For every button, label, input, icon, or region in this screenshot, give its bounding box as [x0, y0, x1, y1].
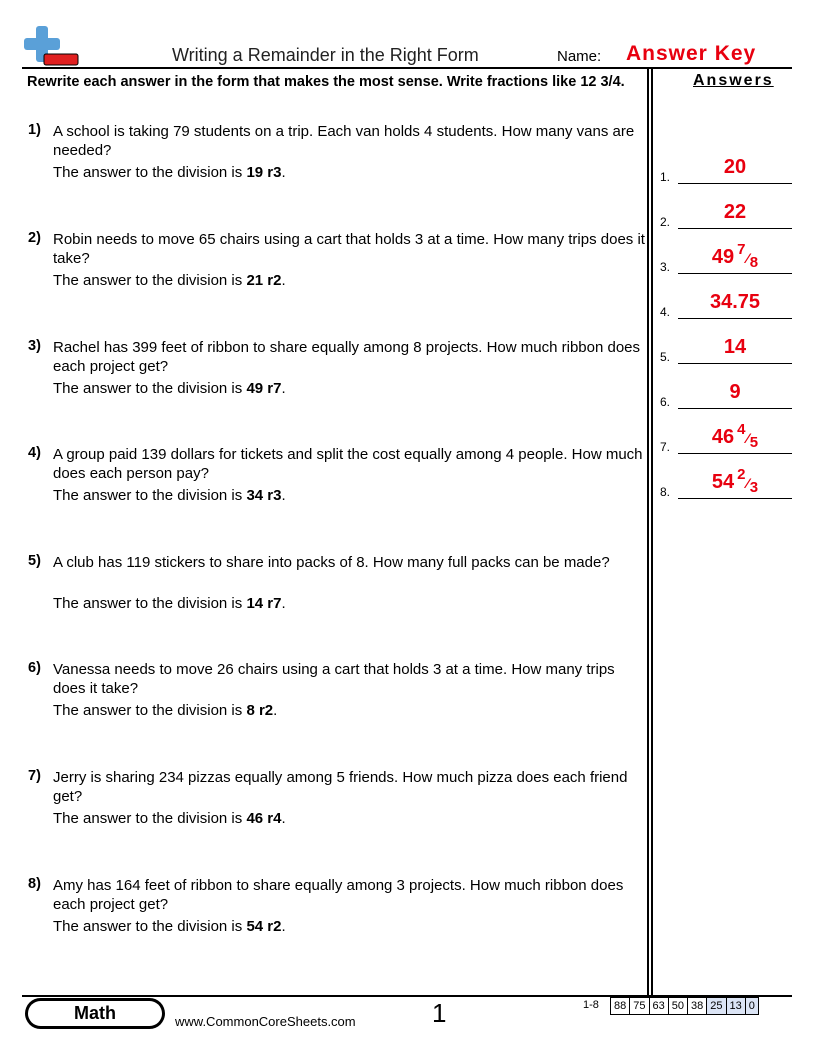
score-cell: 88 — [611, 998, 630, 1015]
answer-line — [678, 183, 792, 184]
answer-row — [660, 379, 792, 409]
division-prefix: The answer to the division is — [53, 380, 247, 397]
answer-column-divider — [647, 68, 653, 996]
page-number: 1 — [432, 998, 447, 1028]
answer-denominator: 8 — [749, 254, 759, 271]
answer-number: 3. — [660, 260, 671, 274]
answer-whole: 20 — [723, 156, 747, 178]
score-range-label: 1-8 — [583, 999, 599, 1011]
answer-row — [660, 421, 792, 454]
division-value: 54 r2 — [246, 918, 282, 935]
answer-number: 7. — [660, 440, 671, 454]
division-prefix: The answer to the division is — [53, 487, 247, 504]
answer-row — [660, 289, 792, 319]
answer-value — [678, 466, 792, 496]
answer-value — [678, 421, 792, 451]
answer-fraction-slash: ⁄ — [746, 475, 749, 491]
answer-whole: 34.75 — [709, 291, 761, 313]
problem-text: Amy has 164 feet of ribbon to share equally among 3 projects. How much ribbon does each project get? — [53, 877, 624, 913]
answer-number: 1. — [660, 170, 671, 184]
division-result — [53, 380, 286, 397]
problem-number: 5) — [28, 553, 41, 569]
problem-number: 7) — [28, 768, 41, 784]
division-suffix: . — [281, 272, 286, 289]
name-label: Name: — [557, 48, 602, 65]
answer-line — [678, 408, 792, 409]
worksheet-title: Writing a Remainder in the Right Form — [172, 45, 479, 65]
answer-whole: 46 — [711, 426, 735, 448]
division-prefix: The answer to the division is — [53, 702, 247, 719]
division-prefix: The answer to the division is — [53, 272, 247, 289]
problem-number: 6) — [28, 660, 41, 676]
score-cell: 38 — [688, 998, 707, 1015]
website-link[interactable]: www.CommonCoreSheets.com — [175, 1014, 356, 1029]
answer-fraction-slash: ⁄ — [746, 250, 749, 266]
division-prefix: The answer to the division is — [53, 810, 247, 827]
answer-number: 5. — [660, 350, 671, 364]
problem-text: Jerry is sharing 234 pizzas equally among 5 friends. How much pizza does each friend get? — [53, 769, 628, 805]
problem-text: Rachel has 399 feet of ribbon to share equally among 8 projects. How much ribbon does each project get? — [53, 339, 641, 375]
answer-value — [678, 381, 792, 404]
division-prefix: The answer to the division is — [53, 164, 247, 181]
problem-text: Vanessa needs to move 26 chairs using a cart that holds 3 at a time. How many trips does it take? — [53, 661, 615, 697]
division-result — [53, 810, 286, 827]
problem-text: Robin needs to move 65 chairs using a cart that holds 3 at a time. How many trips does it take? — [53, 231, 645, 267]
answer-denominator: 3 — [749, 479, 759, 496]
score-cell: 50 — [668, 998, 687, 1015]
score-cell: 75 — [630, 998, 649, 1015]
answer-line — [678, 453, 792, 454]
division-result — [53, 164, 286, 181]
division-result — [53, 595, 286, 612]
answer-line — [678, 498, 792, 499]
division-value: 46 r4 — [246, 810, 282, 827]
answer-number: 2. — [660, 215, 671, 229]
answer-numerator: 4 — [737, 421, 746, 438]
answer-row — [660, 466, 792, 499]
answer-value — [678, 336, 792, 359]
problem-text: A group paid 139 dollars for tickets and split the cost equally among 4 people. How much does each person pay? — [53, 446, 643, 482]
division-result — [53, 702, 277, 719]
division-value: 14 r7 — [246, 595, 282, 612]
answer-whole: 49 — [711, 246, 735, 268]
division-suffix: . — [281, 164, 286, 181]
answer-line — [678, 273, 792, 274]
answer-number: 4. — [660, 305, 671, 319]
answer-value — [678, 156, 792, 179]
division-suffix: . — [281, 918, 286, 935]
subject-label: Math — [28, 1001, 162, 1026]
problem-text: A club has 119 stickers to share into packs of 8. How many full packs can be made? — [53, 554, 610, 571]
answer-whole: 54 — [711, 471, 735, 493]
answer-row — [660, 154, 792, 184]
answer-whole: 9 — [729, 381, 741, 403]
plus-minus-logo-icon — [22, 24, 80, 68]
answer-key-label: Answer Key — [626, 42, 757, 65]
answer-line — [678, 228, 792, 229]
division-result — [53, 487, 286, 504]
answer-line — [678, 363, 792, 364]
answer-number: 6. — [660, 395, 671, 409]
answer-numerator: 7 — [737, 241, 746, 258]
division-prefix: The answer to the division is — [53, 918, 247, 935]
division-value: 21 r2 — [246, 272, 282, 289]
answer-line — [678, 318, 792, 319]
division-result — [53, 918, 286, 935]
problem-number: 4) — [28, 445, 41, 461]
division-result — [53, 272, 286, 289]
problem-number: 2) — [28, 230, 41, 246]
header-divider — [22, 67, 792, 69]
score-cell: 25 — [707, 998, 726, 1015]
answer-whole: 22 — [723, 201, 747, 223]
answer-value — [678, 201, 792, 224]
answer-fraction-slash: ⁄ — [746, 430, 749, 446]
division-suffix: . — [281, 595, 286, 612]
answer-number: 8. — [660, 485, 671, 499]
division-value: 34 r3 — [246, 487, 282, 504]
score-cell: 0 — [745, 998, 758, 1015]
division-prefix: The answer to the division is — [53, 595, 247, 612]
answer-whole: 14 — [723, 336, 747, 358]
problem-number: 8) — [28, 876, 41, 892]
division-value: 8 r2 — [246, 702, 274, 719]
problem-number: 1) — [28, 122, 41, 138]
answer-value — [678, 291, 792, 314]
answer-row — [660, 334, 792, 364]
answer-row — [660, 241, 792, 274]
answer-row — [660, 199, 792, 229]
subject-badge — [25, 998, 165, 1029]
problem-text: A school is taking 79 students on a trip. Each van holds 4 students. How many vans are needed? — [53, 123, 635, 159]
division-value: 19 r3 — [246, 164, 282, 181]
answer-denominator: 5 — [749, 434, 759, 451]
answer-numerator: 2 — [737, 466, 746, 483]
division-suffix: . — [273, 702, 278, 719]
division-suffix: . — [281, 487, 286, 504]
score-table — [610, 997, 759, 1015]
score-cell: 13 — [726, 998, 745, 1015]
division-value: 49 r7 — [246, 380, 282, 397]
answer-value — [678, 241, 792, 271]
answers-heading: Answers — [693, 72, 774, 89]
problem-number: 3) — [28, 338, 41, 354]
division-suffix: . — [281, 810, 286, 827]
division-suffix: . — [281, 380, 286, 397]
score-cell: 63 — [649, 998, 668, 1015]
instructions: Rewrite each answer in the form that makes the most sense. Write fractions like 12 3/4. — [27, 74, 625, 90]
